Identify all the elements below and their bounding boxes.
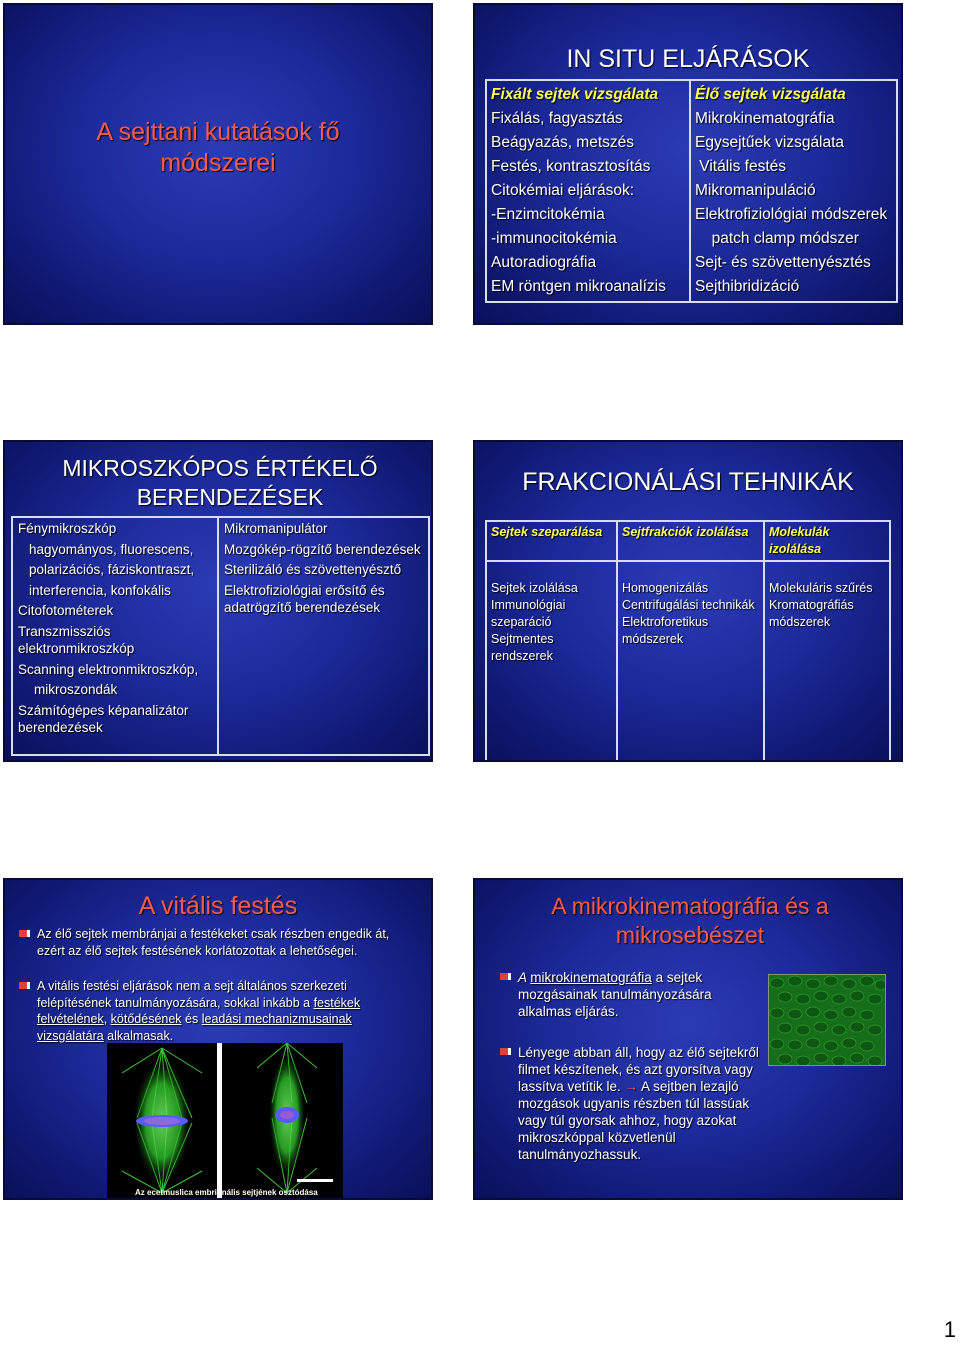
list-item: Autoradiográfia bbox=[491, 254, 597, 271]
table-cell bbox=[486, 561, 617, 762]
title-line-2: BERENDEZÉSEK bbox=[136, 484, 324, 510]
spindle-image bbox=[107, 1043, 343, 1200]
list-item: Centrifugálási technikák bbox=[622, 598, 755, 612]
list-item: Sejt- és szövettenyésztés bbox=[695, 254, 871, 271]
bullet-2 bbox=[37, 978, 387, 1044]
title-line-2: mikrosebészet bbox=[615, 922, 765, 948]
bullet-text: Az élő sejtek membránjai a festékeket csak részben engedik át, ezért az élő sejtek festésének korlátozottak a lehetőségei. bbox=[37, 927, 390, 958]
list-item: Elektrofiziológiai módszerek bbox=[695, 206, 888, 223]
list-item: mikroszondák bbox=[34, 682, 118, 697]
bullet-text: a sejtek mozgásainak tanulmányozására alkalmas eljárás. bbox=[518, 970, 712, 1019]
list-item: interferencia, konfokális bbox=[29, 582, 171, 598]
list-item: Mikrokinematográfia bbox=[695, 110, 835, 127]
slide-1-title bbox=[5, 117, 431, 179]
bullet-text: alkalmasak. bbox=[103, 1028, 174, 1043]
living-cells-column bbox=[690, 80, 897, 302]
title-line-1: MIKROSZKÓPOS ÉRTÉKELŐ bbox=[62, 455, 378, 481]
list-item: patch clamp módszer bbox=[703, 230, 859, 247]
column-header: Élő sejtek vizsgálata bbox=[695, 86, 846, 103]
table-cell bbox=[617, 561, 764, 762]
photo-caption: Az ecetmuslica embrionális sejtjének osztódása bbox=[135, 1188, 318, 1197]
underlined-text: mikrokinematográfia bbox=[530, 970, 652, 985]
bullet-1 bbox=[37, 926, 417, 959]
slide-6-title bbox=[485, 892, 895, 950]
list-item: hagyományos, fluorescens, bbox=[29, 541, 194, 557]
list-item: Transzmissziós elektronmikroszkóp bbox=[18, 623, 135, 656]
header-text: Sejtek szeparálása bbox=[491, 525, 603, 539]
header-text: Molekulák izolálása bbox=[769, 525, 830, 556]
list-item: Mikromanipulátor bbox=[224, 521, 328, 536]
bullet-1 bbox=[518, 969, 758, 1020]
title-line-1: A sejttani kutatások fő bbox=[96, 118, 340, 146]
bullet-text: , bbox=[103, 1012, 111, 1026]
bullet-text: A bbox=[518, 970, 531, 985]
table-cell bbox=[764, 561, 890, 762]
list-item: -Enzimcitokémia bbox=[491, 206, 605, 223]
slide-1 bbox=[3, 3, 433, 325]
column-header bbox=[486, 521, 617, 561]
photo-divider bbox=[217, 1043, 222, 1200]
bullet-text: A sejtben lezajló mozgások ugyanis részben túl lassúak vagy túl gyorsak ahhoz, hogy azokat mikroszkóppal közvetlenül tanulmányozhassuk. bbox=[518, 1079, 750, 1162]
slide-5-title: A vitális festés bbox=[138, 892, 298, 920]
underlined-text: festékek felvételének bbox=[37, 995, 361, 1026]
slide-3 bbox=[3, 440, 433, 762]
slide-2-title: IN SITU ELJÁRÁSOK bbox=[566, 45, 810, 73]
bullet-2 bbox=[518, 1044, 760, 1163]
equipment-table bbox=[11, 516, 430, 756]
list-item: Homogenizálás bbox=[622, 581, 709, 595]
bullet-marker-icon bbox=[19, 982, 30, 989]
bullet-text: és bbox=[181, 1012, 202, 1026]
arrow-icon: → bbox=[624, 1079, 639, 1094]
column-header bbox=[764, 521, 890, 561]
column-header bbox=[617, 521, 764, 561]
page-number: 1 bbox=[943, 1317, 956, 1342]
bullet-marker-icon bbox=[500, 973, 511, 980]
list-item: polarizációs, fáziskontraszt, bbox=[29, 562, 195, 577]
list-item: Molekuláris szűrés bbox=[769, 581, 873, 595]
title-line-1: A mikrokinematográfia és a bbox=[551, 893, 829, 919]
list-item: Mikromanipuláció bbox=[695, 182, 816, 199]
underlined-text: kötődésének bbox=[110, 1012, 182, 1026]
bullet-marker-icon bbox=[19, 930, 30, 937]
column-header: Fixált sejtek vizsgálata bbox=[491, 86, 659, 103]
title-line-2: módszerei bbox=[160, 149, 276, 177]
underlined-text: leadási mechanizmusainak vizsgálatára bbox=[37, 1012, 352, 1043]
list-item: Sejtmentes rendszerek bbox=[491, 632, 554, 663]
list-item: Sejthibridizáció bbox=[695, 278, 800, 295]
devices-column bbox=[218, 517, 429, 755]
list-item: Mozgókép-rögzítő berendezések bbox=[224, 541, 421, 557]
list-item: Számítógépes képanalizátor berendezések bbox=[18, 702, 189, 735]
list-item: Citofotométerek bbox=[18, 603, 114, 618]
bullet-text: Lényege abban áll, hogy az élő sejtekről filmet készítenek, és azt gyorsítva vagy lassítva vetítik le. bbox=[518, 1045, 759, 1094]
in-situ-table bbox=[485, 79, 898, 303]
list-item: Festés, kontrasztosítás bbox=[491, 158, 651, 175]
bullet-marker-icon bbox=[500, 1048, 511, 1055]
micrograph-image bbox=[769, 975, 885, 1065]
list-item: Fénymikroszkóp bbox=[18, 521, 117, 536]
cells-micrograph bbox=[768, 974, 886, 1066]
bullet-text: A vitális festési eljárások nem a sejt általános szerkezeti felépítésének tanulmányozására, sokkal inkább a bbox=[37, 979, 347, 1010]
list-item: -immunocitokémia bbox=[491, 230, 617, 247]
header-text: Sejtfrakciók izolálása bbox=[622, 525, 749, 539]
slide-4-title: FRAKCIONÁLÁSI TEHNIKÁK bbox=[522, 468, 854, 496]
list-item: EM röntgen mikroanalízis bbox=[491, 278, 666, 295]
slide-5 bbox=[3, 878, 433, 1200]
list-item: Sejtek izolálása bbox=[491, 581, 578, 595]
microscopes-column bbox=[12, 517, 218, 755]
slide-3-title bbox=[5, 454, 433, 512]
slide-4 bbox=[473, 440, 903, 762]
list-item: Elektroforetikus módszerek bbox=[622, 615, 709, 646]
mitosis-photo bbox=[107, 1043, 343, 1200]
slide-2 bbox=[473, 3, 903, 325]
fixed-cells-column bbox=[486, 80, 690, 302]
list-item: Sterilizáló és szövettenyésztő bbox=[224, 562, 402, 577]
scale-bar bbox=[297, 1179, 333, 1182]
list-item: Scanning elektronmikroszkóp, bbox=[18, 661, 199, 677]
list-item: Fixálás, fagyasztás bbox=[491, 110, 623, 127]
fractionation-table bbox=[485, 520, 891, 762]
list-item: Citokémiai eljárások: bbox=[491, 182, 634, 199]
list-item: Egysejtűek vizsgálata bbox=[695, 134, 845, 151]
list-item: Vitális festés bbox=[695, 158, 787, 175]
list-item: Kromatográfiás módszerek bbox=[769, 598, 854, 629]
slide-6 bbox=[473, 878, 903, 1200]
list-item: Elektrofiziológiai erősítő és adatrögzítő berendezések bbox=[224, 582, 385, 615]
list-item: Beágyazás, metszés bbox=[491, 134, 635, 151]
list-item: Immunológiai szeparáció bbox=[491, 598, 566, 629]
